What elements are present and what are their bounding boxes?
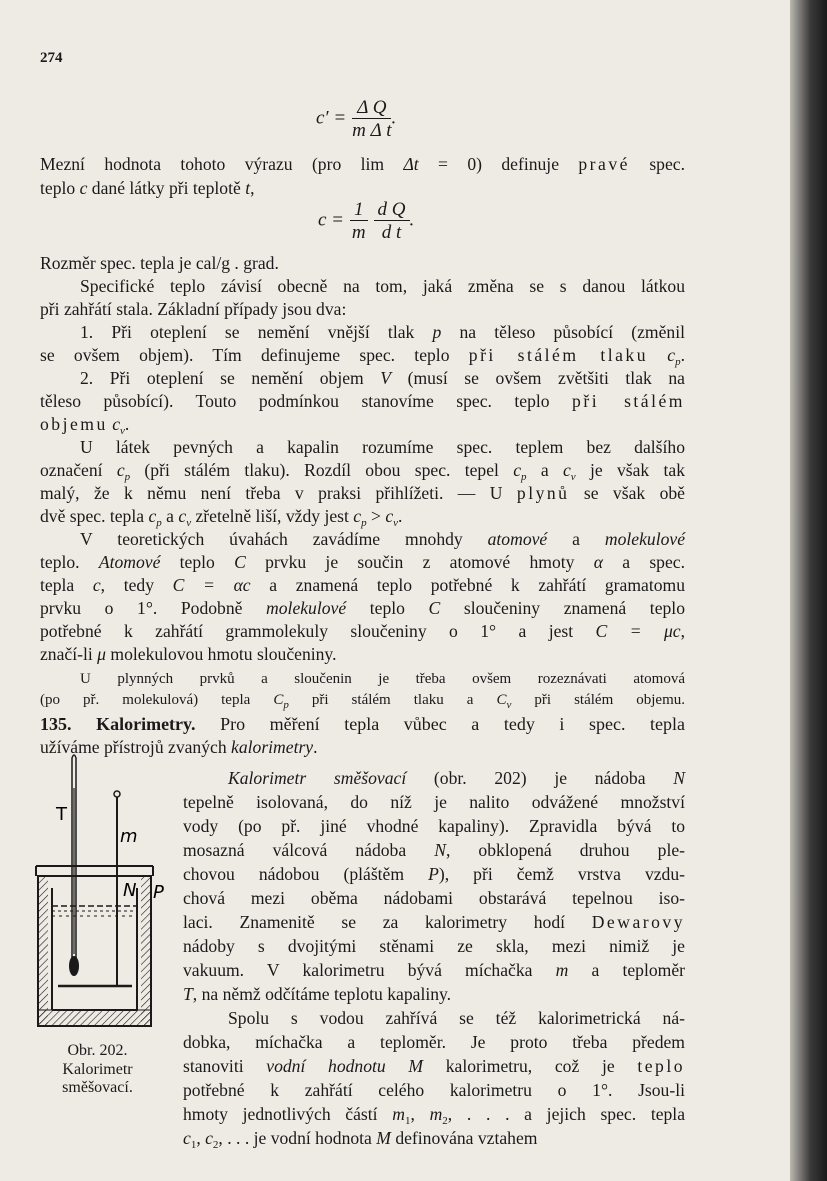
text-line: 1. Při oteplení se nemění vnější tlak p na těleso působící (změnil bbox=[80, 322, 686, 342]
label-P: P bbox=[153, 882, 164, 903]
text-line: potřebné k zahřátí celého kalorimetru o 1°. Jsou-li bbox=[183, 1080, 685, 1100]
text-line: těleso působící). Touto podmínkou stanovíme spec. teplo při stálém bbox=[40, 391, 685, 411]
eq2-fraction-2: $\frac{\text{d Q}}{\text{d t}}$ bbox=[374, 200, 410, 242]
text-line: stanoviti vodní hodnotu M kalorimetru, což je teplo bbox=[183, 1056, 686, 1076]
text-line: T, na němž odčítáme teplotu kapaliny. bbox=[183, 984, 452, 1004]
text-line: laci. Znamenitě se za kalorimetry hodí Dewarovy bbox=[183, 912, 685, 932]
figure-caption-line: směšovací. bbox=[62, 1079, 133, 1096]
eq1-end: . bbox=[391, 107, 397, 129]
page-edge-shadow bbox=[790, 0, 827, 1181]
text-line: tepelně isolovaná, do níž je nalito odvážené množství bbox=[183, 792, 685, 812]
eq2-fraction-1: $\frac{1}{m}$ bbox=[351, 199, 366, 243]
text-line: při zahřátí stala. Základní případy jsou dva: bbox=[40, 299, 347, 319]
equation-c: c = $\frac{1}{m}$ $\frac{\text{d Q}}{\text{d t}}$ . bbox=[318, 199, 415, 243]
eq1-denominator: m Δ t bbox=[352, 120, 392, 141]
section-number: 135. bbox=[40, 714, 72, 734]
calorimeter-figure bbox=[32, 748, 162, 1038]
text-line: chová mezi oběma nádobami obstarává tepelnou iso- bbox=[183, 888, 685, 908]
text-line: $c_1$, $c_2$, . . . je vodní hodnota M definována vztahem bbox=[183, 1128, 538, 1151]
text-line: prvku o 1°. Podobně molekulové teplo C sloučeniny znamená teplo bbox=[40, 598, 685, 618]
stirrer bbox=[58, 791, 132, 986]
text-line: dvě spec. tepla $c_p$ a $c_v$ zřetelně liší, vždy jest $c_p > c_v$. bbox=[40, 506, 403, 529]
text-line: Kalorimetr směšovací (obr. 202) je nádoba N bbox=[228, 768, 685, 788]
text-line: 2. Při oteplení se nemění objem V (musí se ovšem zvětšiti tlak na bbox=[80, 368, 685, 388]
text-line: teplo. Atomové teplo C prvku je součin z atomové hmoty α a spec. bbox=[40, 552, 685, 572]
text-line: Mezní hodnota tohoto výrazu (pro lim Δt = 0) definuje pravé spec. bbox=[40, 154, 685, 174]
water bbox=[52, 906, 137, 916]
text-line: vakuum. V kalorimetru bývá míchačka m a teploměr bbox=[183, 960, 685, 980]
text-line: Spolu s vodou zahřívá se též kalorimetrická ná- bbox=[228, 1008, 685, 1028]
text-line: tepla c, tedy C = αc a znamená teplo potřebné k zahřátí gramatomu bbox=[40, 575, 685, 595]
section-title: Kalorimetry. bbox=[96, 714, 196, 734]
figure-caption-line: Kalorimetr bbox=[62, 1061, 133, 1078]
text-line: V teoretických úvahách zavádíme mnohdy atomové a molekulové bbox=[80, 529, 685, 549]
text-line: chovou nádobou (pláštěm P), při čemž vrstva vzdu- bbox=[183, 864, 686, 884]
text-line: Rozměr spec. tepla je cal/g . grad. bbox=[40, 253, 279, 273]
text-line: teplo c dané látky při teplotě t, bbox=[40, 178, 255, 198]
text-line: nádoby s dvojitými stěnami ze skla, mezi nimiž je bbox=[183, 936, 685, 956]
text-line: vody (po př. jiné vhodné kapaliny). Zpravidla bývá to bbox=[183, 816, 685, 836]
text-line: hmoty jednotlivých částí $m_1$, $m_2$, . . . a jejich spec. tepla bbox=[183, 1104, 686, 1127]
eq1-lhs: c′ = bbox=[316, 107, 347, 129]
eq2-lhs: c = bbox=[318, 209, 345, 231]
label-m: m bbox=[120, 826, 138, 847]
text-line: U látek pevných a kapalin rozumíme spec. teplem bez dalšího bbox=[80, 437, 685, 457]
section-heading-line: 135. Kalorimetry. Pro měření tepla vůbec a tedy i spec. tepla bbox=[40, 714, 686, 734]
small-text-line: U plynných prvků a sloučenin je třeba ovšem rozeznávati atomová bbox=[80, 671, 685, 687]
page-number: 274 bbox=[40, 50, 63, 66]
figure-caption-number: Obr. 202. bbox=[67, 1042, 128, 1059]
label-T: T bbox=[56, 804, 67, 825]
text-line: malý, že k němu není třeba v praksi přihlížeti. — U plynů se však obě bbox=[40, 483, 685, 503]
text-line: objemu $c_v$. bbox=[40, 414, 130, 437]
text-line: užíváme přístrojů zvaných kalorimetry. bbox=[40, 737, 318, 757]
eq1-fraction bbox=[352, 98, 391, 140]
label-N: N bbox=[123, 880, 137, 901]
text-line: dobka, míchačka a teploměr. Je proto třeba předem bbox=[183, 1032, 685, 1052]
small-text-line: (po př. molekulová) tepla $C_p$ při stálém tlaku a $C_v$ při stálém objemu. bbox=[40, 692, 686, 711]
equation-c-prime bbox=[316, 98, 396, 140]
text-line: se ovšem objem). Tím definujeme spec. teplo při stálém tlaku $c_p$. bbox=[40, 345, 685, 368]
text-line: potřebné k zahřátí grammolekuly sloučeniny o 1° a jest C = μc, bbox=[40, 621, 686, 641]
eq1-numerator: Δ Q bbox=[352, 98, 391, 119]
text-line: mosazná válcová nádoba N, obklopená druhou ple- bbox=[183, 840, 685, 860]
text-line: značí-li μ molekulovou hmotu sloučeniny. bbox=[40, 644, 337, 664]
text-line: označení $c_p$ (při stálém tlaku). Rozdíl obou spec. tepel $c_p$ a $c_v$ je však tak bbox=[40, 460, 685, 483]
text-line: Specifické teplo závisí obecně na tom, jaká změna se s danou látkou bbox=[80, 276, 685, 296]
